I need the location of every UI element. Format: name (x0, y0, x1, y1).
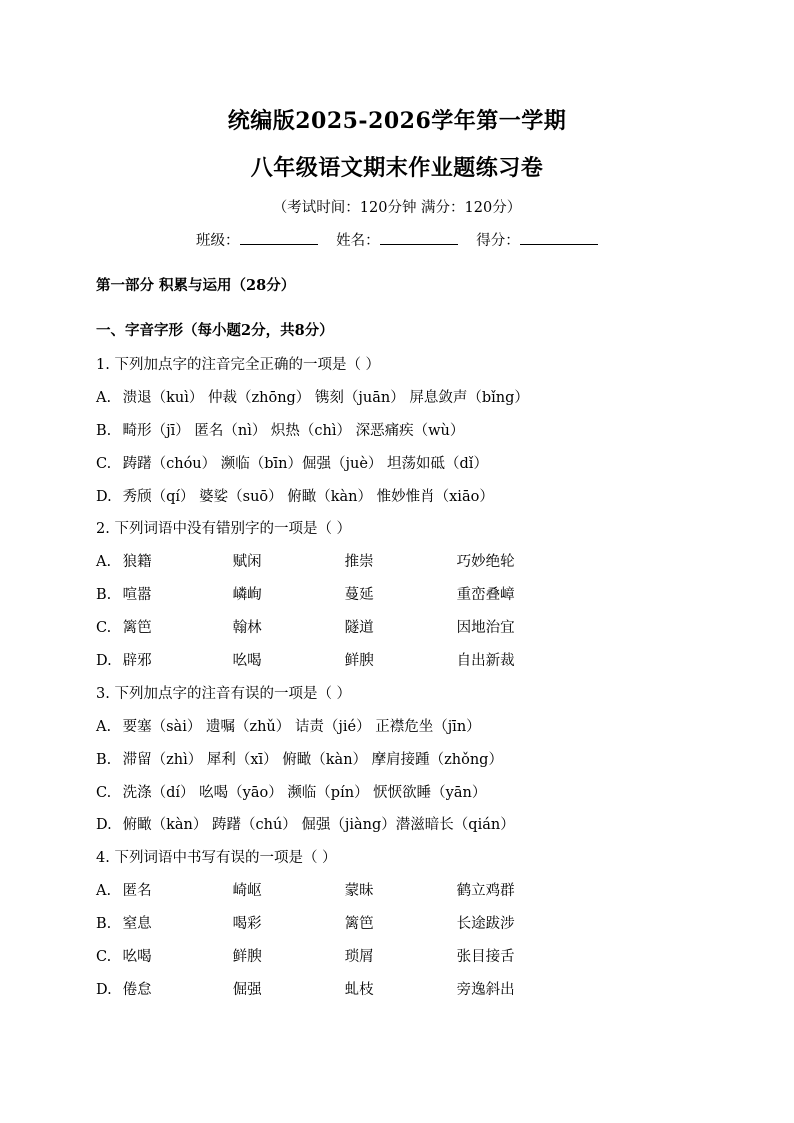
section1-heading: 一、字音字形（每小题2分，共8分） (96, 322, 334, 339)
score-blank[interactable] (520, 230, 598, 245)
score-label: 得分： (476, 233, 520, 249)
q4-option-a: A. 匿名 崎岖 蒙昧 鹤立鸡群 (96, 883, 515, 899)
q4-option-c: C. 吆喝 鲜腴 琐屑 张目接舌 (96, 949, 515, 965)
exam-info: （考试时间：120分钟 满分：120分） (272, 200, 522, 216)
name-blank[interactable] (380, 230, 458, 245)
q2-stem: 2. 下列词语中没有错别字的一项是（ ） (96, 521, 352, 537)
q3-option-d: D. 俯瞰（kàn） 踌躇（chú） 倔强（jiàng）潜滋暗长（qián） (96, 817, 515, 833)
q3-stem: 3. 下列加点字的注音有误的一项是（ ） (96, 686, 352, 702)
part1-heading: 第一部分 积累与运用（28分） (96, 277, 296, 294)
q2-option-c: C. 篱笆 翰林 隧道 因地治宜 (96, 620, 515, 636)
q4-option-b: B. 窒息 喝彩 篱笆 长途跋涉 (96, 916, 515, 932)
name-field (336, 229, 458, 250)
score-field (476, 229, 598, 250)
q1-option-b: B. 畸形（jī） 匿名（nì） 炽热（chì） 深恶痛疾（wù） (96, 423, 465, 439)
exam-title-line2: 八年级语文期末作业题练习卷 (250, 155, 544, 181)
q2-option-b: B. 喧嚣 嶙峋 蔓延 重峦叠嶂 (96, 587, 515, 603)
q3-option-b: B. 滞留（zhì） 犀利（xī） 俯瞰（kàn） 摩肩接踵（zhǒng） (96, 752, 503, 768)
class-label: 班级： (196, 233, 240, 249)
q1-option-c: C. 踌躇（chóu） 濒临（bīn）倔强（juè） 坦荡如砥（dǐ） (96, 456, 488, 472)
q1-stem: 1. 下列加点字的注音完全正确的一项是（ ） (96, 357, 381, 373)
q4-option-d: D. 倦怠 倔强 虬枝 旁逸斜出 (96, 982, 515, 998)
q2-option-d: D. 辟邪 吆喝 鲜腴 自出新裁 (96, 653, 515, 669)
class-field (196, 229, 318, 250)
q3-option-c: C. 洗涤（dí） 吆喝（yāo） 濒临（pín） 恹恹欲睡（yān） (96, 785, 487, 801)
q4-stem: 4. 下列词语中书写有误的一项是（ ） (96, 850, 337, 866)
class-blank[interactable] (240, 230, 318, 245)
q2-option-a: A. 狼籍 赋闲 推崇 巧妙绝轮 (96, 554, 515, 570)
q1-option-a: A. 溃退（kuì） 仲裁（zhōng） 镌刻（juān） 屏息敛声（bǐng） (96, 390, 529, 406)
q3-option-a: A. 要塞（sài） 遗嘱（zhǔ） 诘责（jié） 正襟危坐（jīn） (96, 719, 481, 735)
q1-option-d: D. 秀颀（qí） 婆娑（suō） 俯瞰（kàn） 惟妙惟肖（xiāo） (96, 489, 494, 505)
student-info-row (196, 229, 612, 250)
name-label: 姓名： (336, 233, 380, 249)
exam-title-line1: 统编版2025-2026学年第一学期 (227, 108, 567, 134)
